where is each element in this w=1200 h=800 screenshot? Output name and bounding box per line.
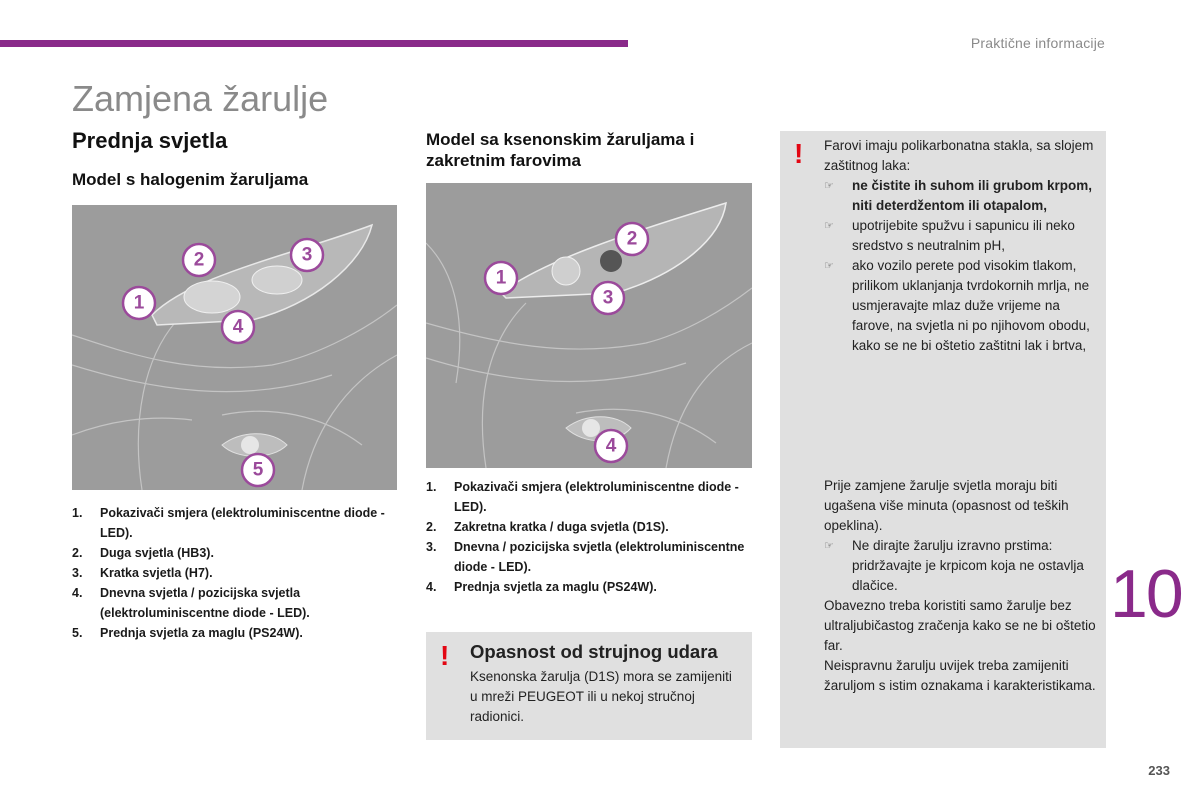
page-number: 233 (1148, 763, 1170, 778)
svg-text:4: 4 (232, 316, 244, 338)
section-heading: Prednja svjetla (72, 128, 228, 153)
warning-title: Opasnost od strujnog udara (470, 641, 718, 662)
header-accent-bar (0, 40, 628, 47)
pointing-hand-icon: ☞ (824, 260, 834, 272)
page-title: Zamjena žarulje (72, 78, 329, 119)
pointing-hand-icon: ☞ (824, 220, 834, 232)
list-item: ☞ Ne dirajte žarulju izravno prstima: pridržavajte je krpicom koja ne ostavlja dlačice. (824, 538, 1084, 593)
list-item: 5. Prednja svjetla za maglu (PS24W). (72, 626, 303, 640)
notice-bottom-section (824, 476, 1100, 696)
headlamp-care-notice (780, 131, 1106, 748)
list-item: ☞ ne čistite ih suhom ili grubom krpom, niti deterdžentom ili otapalom, (824, 178, 1093, 213)
warning-icon: ! (440, 640, 450, 671)
svg-text:3: 3 (602, 287, 614, 309)
notice-paragraph: Neispravnu žarulju uvijek treba zamijeniti žaruljom s istim oznakama i karakteristikama. (824, 658, 1096, 693)
halogen-callouts (72, 205, 397, 490)
svg-text:5: 5 (252, 459, 264, 481)
chapter-number: 10 (1110, 556, 1182, 632)
svg-text:4: 4 (605, 435, 617, 457)
list-item: 3. Dnevna / pozicijska svjetla (elektroluminiscentne diode - LED). (426, 540, 745, 574)
notice-paragraph: Prije zamjene žarulje svjetla moraju biti ugašena više minuta (opasnost od teških opeklina). (824, 478, 1069, 533)
list-item: 4. Prednja svjetla za maglu (PS24W). (426, 580, 657, 594)
notice-bullet-list (824, 536, 1100, 596)
list-item: 2. Zakretna kratka / duga svjetla (D1S). (426, 520, 669, 534)
svg-text:2: 2 (193, 249, 205, 271)
halogen-callout-2 (183, 244, 215, 276)
list-item: 1. Pokazivači smjera (elektroluminiscentne diode - LED). (72, 506, 385, 540)
halogen-heading: Model s halogenim žaruljama (72, 170, 309, 189)
warning-text: Ksenonska žarulja (D1S) mora se zamijeniti u mreži PEUGEOT ili u nekoj stručnoj radionici. (470, 669, 732, 724)
list-item: 4. Dnevna svjetla / pozicijska svjetla (elektroluminiscentne diode - LED). (72, 586, 310, 620)
svg-text:2: 2 (626, 228, 638, 250)
list-item: 2. Duga svjetla (HB3). (72, 546, 214, 560)
pointing-hand-icon: ☞ (824, 540, 834, 552)
xenon-callout-1 (485, 262, 517, 294)
notice-top-section (824, 136, 1096, 356)
xenon-callout-3 (592, 282, 624, 314)
halogen-callout-1 (123, 287, 155, 319)
notice-intro: Farovi imaju polikarbonatna stakla, sa slojem zaštitnog laka: (824, 138, 1094, 173)
list-item: 1. Pokazivači smjera (elektroluminiscentne diode - LED). (426, 480, 739, 514)
notice-paragraph: Obavezno treba koristiti samo žarulje bez ultraljubičastog zračenja kako se ne bi oštetio far. (824, 598, 1096, 653)
xenon-callout-2 (616, 223, 648, 255)
electric-shock-warning (426, 632, 752, 740)
list-item: 3. Kratka svjetla (H7). (72, 566, 213, 580)
pointing-hand-icon: ☞ (824, 180, 834, 192)
xenon-parts-list (426, 477, 746, 597)
svg-text:3: 3 (301, 244, 313, 266)
svg-text:1: 1 (133, 292, 145, 314)
xenon-callouts (426, 183, 752, 468)
notice-bullet-list (824, 176, 1096, 356)
list-item: ☞ upotrijebite spužvu i sapunicu ili neko sredstvo s neutralnim pH, (824, 218, 1075, 253)
halogen-headlamp-figure (72, 205, 397, 490)
section-label: Praktične informacije (970, 35, 1105, 51)
warning-icon: ! (794, 138, 804, 169)
halogen-parts-list (72, 503, 392, 643)
list-item: ☞ ako vozilo perete pod visokim tlakom, prilikom uklanjanja tvrdokornih mrlja, ne usmjeravajte mlaz duže vrijeme na farove, na svjetla ni po njihovom obodu, kako se ne bi oštetio zaštitni lak i brtva, (824, 258, 1090, 353)
xenon-heading: Model sa ksenonskim žaruljama i zakretnim farovima (426, 130, 695, 170)
halogen-callout-4 (222, 311, 254, 343)
halogen-callout-5 (242, 454, 274, 486)
xenon-callout-4 (595, 430, 627, 462)
xenon-headlamp-figure (426, 183, 752, 468)
halogen-callout-3 (291, 239, 323, 271)
svg-text:1: 1 (495, 267, 507, 289)
